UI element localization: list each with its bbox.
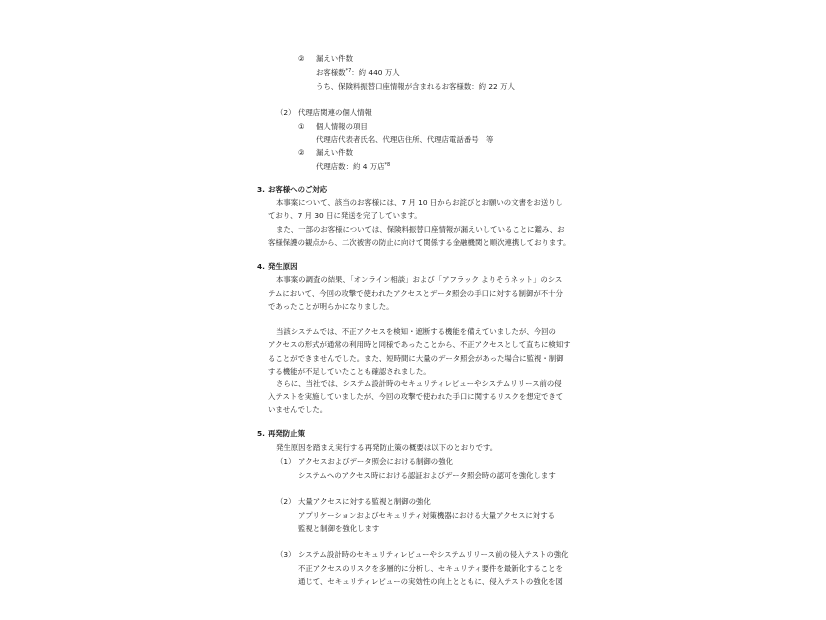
measure-num: （3） (276, 550, 296, 559)
measure-line: システムへのアクセス時における認証およびデータ照会時の認可を強化します (298, 471, 556, 480)
section4-title: 発生原因 (268, 262, 298, 271)
section4-line: 本事案の調査の結果、「オンライン相談」および「アフラック よりそうネット」のシス (276, 275, 563, 284)
agency-item2-body-line (316, 160, 390, 174)
measure-line: アプリケーションおよびセキュリティ対策機器における大量アクセスに対する (298, 511, 555, 520)
section4-line: いませんでした。 (268, 405, 328, 414)
measure-line: 監視と制御を強化します (298, 524, 380, 533)
customer-count-value: ：約 440 万人 (351, 68, 400, 77)
section3-line: また、一部のお客様については、保険料振替口座情報が漏えいしていることに鑑み、お (276, 225, 565, 234)
agency-item1-num: ① (298, 122, 305, 131)
section4-line: テムにおいて、今回の攻撃で使われたアクセスとデータ照会の手口に対する制御が不十分 (268, 289, 563, 298)
measure-title: 大量アクセスに対する監視と制御の強化 (298, 497, 431, 506)
customer-count-label: お客様数 (316, 68, 346, 77)
measure-title: システム設計時のセキュリティレビューやシステムリリース前の侵入テストの強化 (298, 550, 569, 559)
section4-line: さらに、当社では、システム設計時のセキュリティレビューやシステムリリース前の侵 (276, 379, 562, 388)
measure-num: （2） (276, 497, 296, 506)
section4-line: する機能が不足していたことも確認されました。 (268, 367, 431, 376)
section5-num: 5. (257, 429, 265, 438)
leak-count-heading: 漏えい件数 (316, 54, 353, 63)
account-info-count-line: うち、保険料振替口座情報が含まれるお客様数：約 22 万人 (316, 82, 515, 91)
customer-count-line (316, 66, 400, 80)
measure-title: アクセスおよびデータ照会における制御の強化 (298, 457, 453, 466)
section3-title: お客様へのご対応 (268, 185, 328, 194)
section3-line: ており、7 月 30 日に発送を完了しています。 (268, 211, 422, 220)
section5-intro: 発生原因を踏まえ実行する再発防止策の概要は以下のとおりです。 (276, 443, 498, 452)
footnote-ref-7: *7 (345, 68, 352, 74)
section4-line: 入テストを実施していましたが、今回の攻撃で使われた手口に関するリスクを想定できて (268, 392, 564, 401)
agency-item1-title: 個人情報の項目 (316, 122, 368, 131)
section4-line: アクセスの形式が通常の利用時と同様であったことから、不正アクセスとして直ちに検知す (268, 340, 571, 349)
agency-title: 代理店関連の個人情報 (298, 108, 372, 117)
measure-num: （1） (276, 457, 296, 466)
agency-num: （2） (276, 108, 296, 117)
section4-line: であったことが明らかになりました。 (268, 302, 394, 311)
section3-line: 客様保護の観点から、二次被害の防止に向けて関係する金融機関と順次連携しております。 (268, 238, 571, 247)
section3-line: 本事案について、該当のお客様には、7 月 10 日からお詫びとお願いの文書をお送りし (276, 198, 563, 207)
agency-count: 代理店数：約 4 万店 (316, 162, 385, 171)
agency-item2-title: 漏えい件数 (316, 148, 353, 157)
section5-title: 再発防止策 (268, 429, 305, 438)
leak-count-num: ② (298, 54, 305, 63)
agency-item1-body: 代理店代表者氏名、代理店住所、代理店電話番号 等 (316, 135, 494, 144)
measure-line: 不正アクセスのリスクを多層的に分析し、セキュリティ要件を最新化することを (298, 564, 563, 573)
section4-line: 当該システムでは、不正アクセスを検知・遮断する機能を備えていましたが、今回の (276, 327, 556, 336)
agency-item2-num: ② (298, 148, 305, 157)
section4-num: 4. (257, 262, 265, 271)
measure-line: 通じて、セキュリティレビューの実効性の向上とともに、侵入テストの強化を図 (298, 577, 563, 586)
section4-line: ることができませんでした。また、短時間に大量のデータ照会があった場合に監視・制御 (268, 354, 564, 363)
footnote-ref-8: *8 (384, 162, 391, 168)
section3-num: 3. (257, 185, 265, 194)
